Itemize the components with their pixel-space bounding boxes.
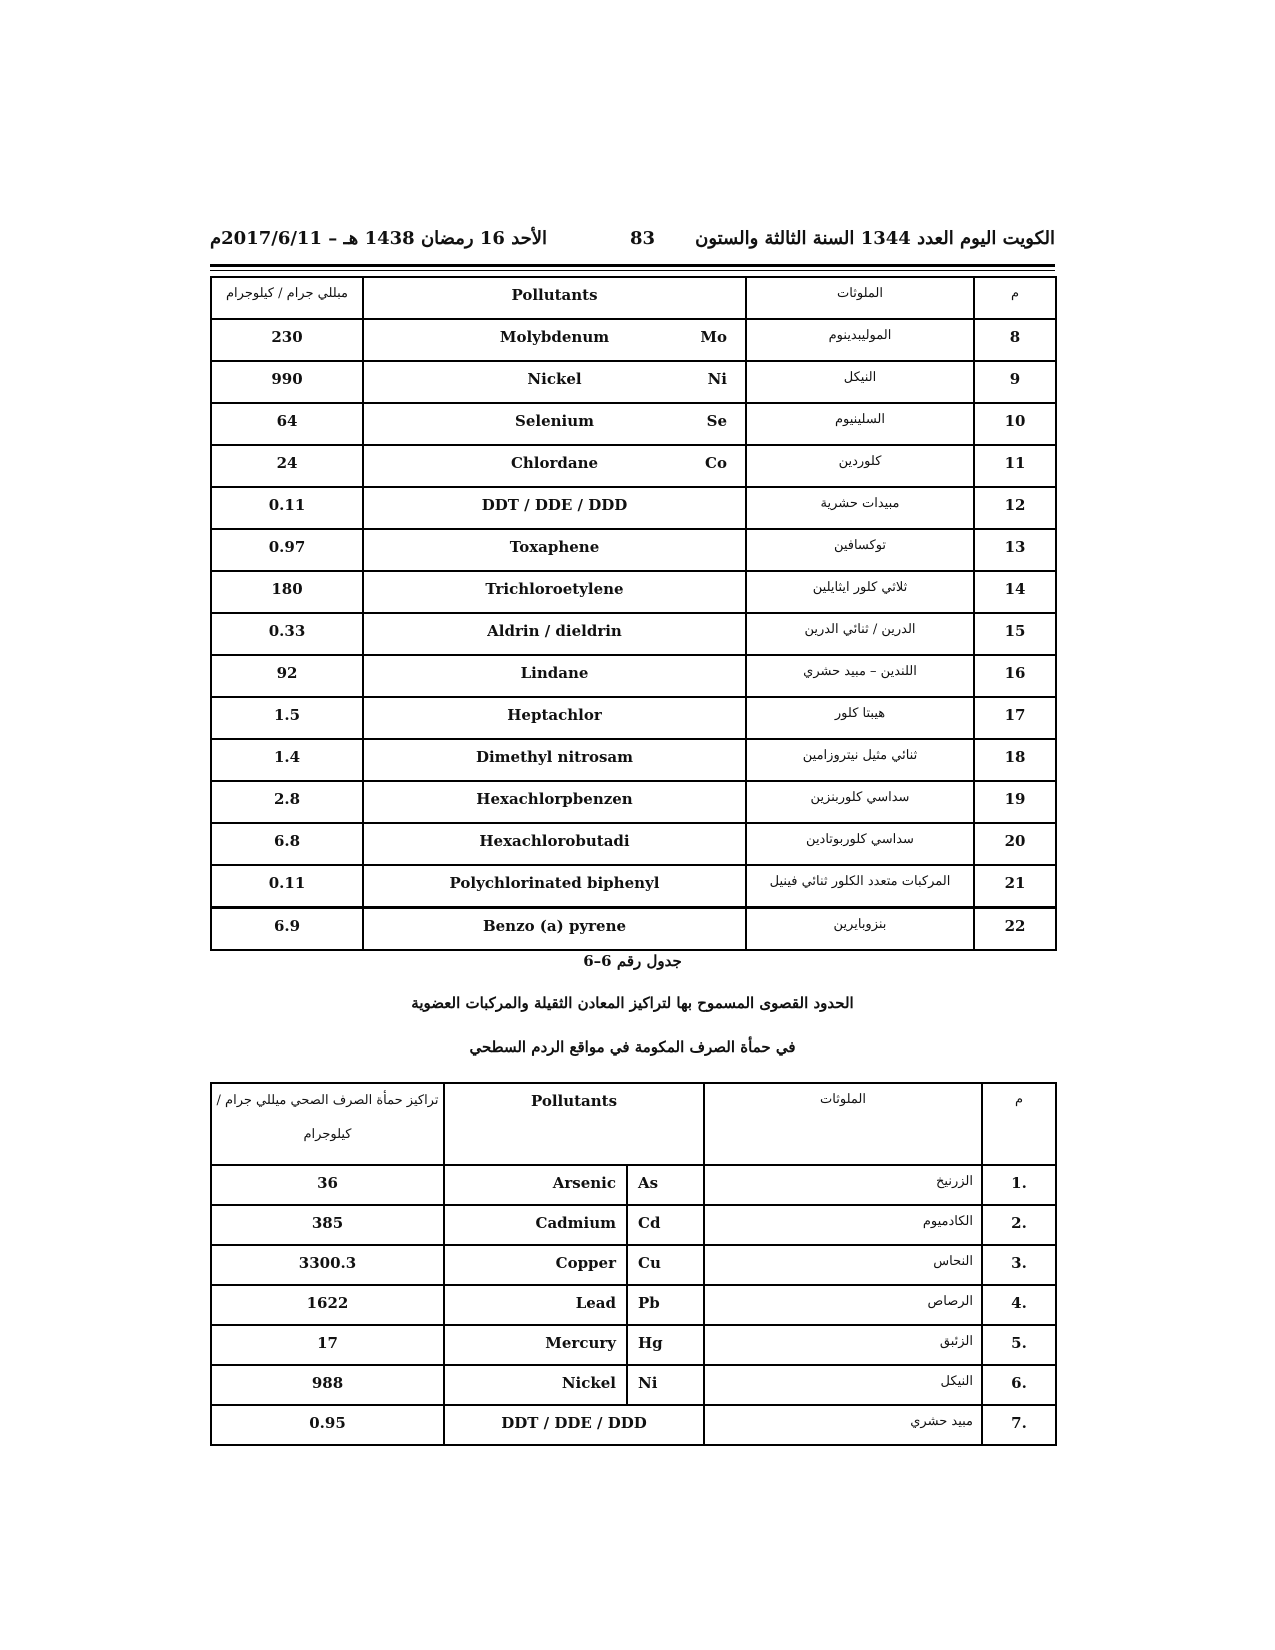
row-english-name: Cadmium [444, 1205, 627, 1245]
row-english [363, 445, 746, 487]
row-english-name: Polychlorinated biphenyl [449, 874, 660, 892]
row-index: 16 [974, 655, 1056, 697]
table-row [211, 1405, 1056, 1445]
row-english-name: Nickel [527, 370, 582, 388]
row-value: 180 [211, 571, 363, 613]
table-header-row [211, 277, 1056, 319]
table-row [211, 1245, 1056, 1285]
row-symbol: Hg [627, 1325, 704, 1365]
row-value: 92 [211, 655, 363, 697]
row-index: 11 [974, 445, 1056, 487]
row-english-name: Nickel [444, 1365, 627, 1405]
table-row [211, 487, 1056, 529]
pollutants-table-continued [210, 276, 1057, 951]
row-english-name: Selenium [515, 412, 594, 430]
column-header-english: Pollutants [444, 1083, 704, 1165]
row-symbol: Ni [707, 370, 727, 388]
column-header-value: مبللي جرام / كيلوجرام [211, 277, 363, 319]
row-english-name: Benzo (a) pyrene [482, 917, 627, 935]
row-arabic: النحاس [704, 1245, 982, 1285]
row-english-name: Copper [444, 1245, 627, 1285]
table-row [211, 865, 1056, 908]
row-value: 2.8 [211, 781, 363, 823]
column-header-index: م [974, 277, 1056, 319]
row-arabic: مبيد حشري [704, 1405, 982, 1445]
row-english [363, 529, 746, 571]
row-value: 0.33 [211, 613, 363, 655]
row-english-name: Molybdenum [499, 328, 610, 346]
table-title-line1: الحدود القصوى المسموح بها لتراكيز المعادن الثقيلة والمركبات العضوية [411, 994, 854, 1012]
row-value: 1.4 [211, 739, 363, 781]
row-arabic: الكادميوم [704, 1205, 982, 1245]
column-header-arabic: الملوثات [746, 277, 974, 319]
row-english [363, 571, 746, 613]
table-header-row [211, 1083, 1056, 1165]
row-arabic: الموليبدينوم [746, 319, 974, 361]
row-index: 20 [974, 823, 1056, 865]
header-rule-thick [210, 264, 1055, 267]
row-value: 230 [211, 319, 363, 361]
row-english-name: Hexachlorobutadi [479, 832, 630, 850]
row-index: 1. [982, 1165, 1056, 1205]
row-index: 22 [974, 908, 1056, 951]
row-arabic: كلوردين [746, 445, 974, 487]
table-row [211, 1285, 1056, 1325]
column-header-arabic: الملوثات [704, 1083, 982, 1165]
table-row [211, 319, 1056, 361]
row-english-name: Heptachlor [507, 706, 602, 724]
row-symbol: Co [705, 454, 727, 472]
row-arabic: المركبات متعدد الكلور ثنائي فينيل [746, 865, 974, 908]
row-english-name: Hexachlorpbenzen [476, 790, 633, 808]
table-row [211, 781, 1056, 823]
row-value: 64 [211, 403, 363, 445]
row-symbol: As [627, 1165, 704, 1205]
table-row [211, 403, 1056, 445]
page-header [210, 228, 1055, 258]
row-index: 10 [974, 403, 1056, 445]
row-english-name: Lead [444, 1285, 627, 1325]
row-english [363, 655, 746, 697]
row-value: 0.11 [211, 865, 363, 908]
table-number-caption: جدول رقم 6–6 [583, 952, 682, 970]
row-index: 7. [982, 1405, 1056, 1445]
row-arabic: الرصاص [704, 1285, 982, 1325]
row-arabic: سداسي كلوربنزين [746, 781, 974, 823]
row-english [363, 781, 746, 823]
row-index: 19 [974, 781, 1056, 823]
row-english [363, 823, 746, 865]
row-symbol: Cu [627, 1245, 704, 1285]
column-header-english: Pollutants [363, 277, 746, 319]
row-value: 0.97 [211, 529, 363, 571]
row-english [363, 487, 746, 529]
row-value: 6.8 [211, 823, 363, 865]
row-english-name: DDT / DDE / DDD [481, 496, 628, 514]
row-english [363, 361, 746, 403]
row-arabic: بنزوبايرين [746, 908, 974, 951]
row-english [363, 908, 746, 951]
row-index: 17 [974, 697, 1056, 739]
row-symbol: Cd [627, 1205, 704, 1245]
table-row [211, 1365, 1056, 1405]
row-english-name: Dimethyl nitrosam [475, 748, 634, 766]
table-row [211, 445, 1056, 487]
table-row [211, 697, 1056, 739]
row-value: 990 [211, 361, 363, 403]
row-symbol: Pb [627, 1285, 704, 1325]
row-english-name: Mercury [444, 1325, 627, 1365]
table-row [211, 529, 1056, 571]
row-index: 4. [982, 1285, 1056, 1325]
table-row [211, 361, 1056, 403]
row-index: 13 [974, 529, 1056, 571]
table-row [211, 908, 1056, 951]
row-value: 385 [211, 1205, 444, 1245]
row-english [363, 865, 746, 908]
table-row [211, 1325, 1056, 1365]
table-row [211, 739, 1056, 781]
row-value: 17 [211, 1325, 444, 1365]
row-arabic: اللندين – مبيد حشري [746, 655, 974, 697]
row-index: 18 [974, 739, 1056, 781]
row-arabic: السلينيوم [746, 403, 974, 445]
table-row [211, 1205, 1056, 1245]
row-english-name: Chlordane [510, 454, 599, 472]
row-index: 3. [982, 1245, 1056, 1285]
row-index: 2. [982, 1205, 1056, 1245]
row-index: 15 [974, 613, 1056, 655]
row-english-name: Lindane [520, 664, 589, 682]
row-english-name: Arsenic [444, 1165, 627, 1205]
row-arabic: هيبتا كلور [746, 697, 974, 739]
row-english [363, 403, 746, 445]
row-value: 24 [211, 445, 363, 487]
row-arabic: سداسي كلوربوتادين [746, 823, 974, 865]
row-english [363, 739, 746, 781]
column-header-index: م [982, 1083, 1056, 1165]
row-english-name: Trichloroetylene [485, 580, 624, 598]
row-english-name: DDT / DDE / DDD [444, 1405, 704, 1445]
row-english-name: Toxaphene [509, 538, 600, 556]
row-english-name: Aldrin / dieldrin [487, 622, 622, 640]
row-index: 8 [974, 319, 1056, 361]
row-arabic: ثنائي مثيل نيتروزامين [746, 739, 974, 781]
row-index: 21 [974, 865, 1056, 908]
column-header-value-line1: تراكيز حمأة الصرف الصحي ميللي جرام / [216, 1093, 439, 1108]
row-index: 14 [974, 571, 1056, 613]
table-row [211, 613, 1056, 655]
sludge-limits-table [210, 1082, 1057, 1446]
row-value: 0.95 [211, 1405, 444, 1445]
column-header-value [211, 1083, 444, 1165]
table-title-line2: في حمأة الصرف المكومة في مواقع الردم السطحي [469, 1038, 796, 1056]
header-publication: الكويت اليوم العدد 1344 السنة الثالثة والستون [695, 228, 1055, 249]
row-arabic: توكسافين [746, 529, 974, 571]
row-arabic: الزئبق [704, 1325, 982, 1365]
row-arabic: الدرين / ثنائي الدرين [746, 613, 974, 655]
row-arabic: مبيدات حشرية [746, 487, 974, 529]
row-index: 5. [982, 1325, 1056, 1365]
table-row [211, 823, 1056, 865]
page-number: 83 [630, 228, 656, 249]
row-arabic: النيكل [746, 361, 974, 403]
row-value: 36 [211, 1165, 444, 1205]
row-index: 6. [982, 1365, 1056, 1405]
row-symbol: Ni [627, 1365, 704, 1405]
row-english [363, 319, 746, 361]
row-value: 1622 [211, 1285, 444, 1325]
row-english [363, 613, 746, 655]
header-date: الأحد 16 رمضان 1438 هـ – 2017/6/11م [210, 228, 548, 249]
row-value: 3300.3 [211, 1245, 444, 1285]
row-english [363, 697, 746, 739]
row-index: 9 [974, 361, 1056, 403]
row-index: 12 [974, 487, 1056, 529]
row-value: 0.11 [211, 487, 363, 529]
column-header-value-line2: كيلوجرام [303, 1127, 352, 1142]
table-row [211, 571, 1056, 613]
header-rule-thin [210, 270, 1055, 271]
row-arabic: النيكل [704, 1365, 982, 1405]
row-value: 988 [211, 1365, 444, 1405]
table-row [211, 655, 1056, 697]
row-symbol: Se [706, 412, 727, 430]
table-row [211, 1165, 1056, 1205]
row-symbol: Mo [700, 328, 727, 346]
row-arabic: ثلاثي كلور ايثايلين [746, 571, 974, 613]
row-value: 1.5 [211, 697, 363, 739]
row-value: 6.9 [211, 908, 363, 951]
row-arabic: الزرنيخ [704, 1165, 982, 1205]
